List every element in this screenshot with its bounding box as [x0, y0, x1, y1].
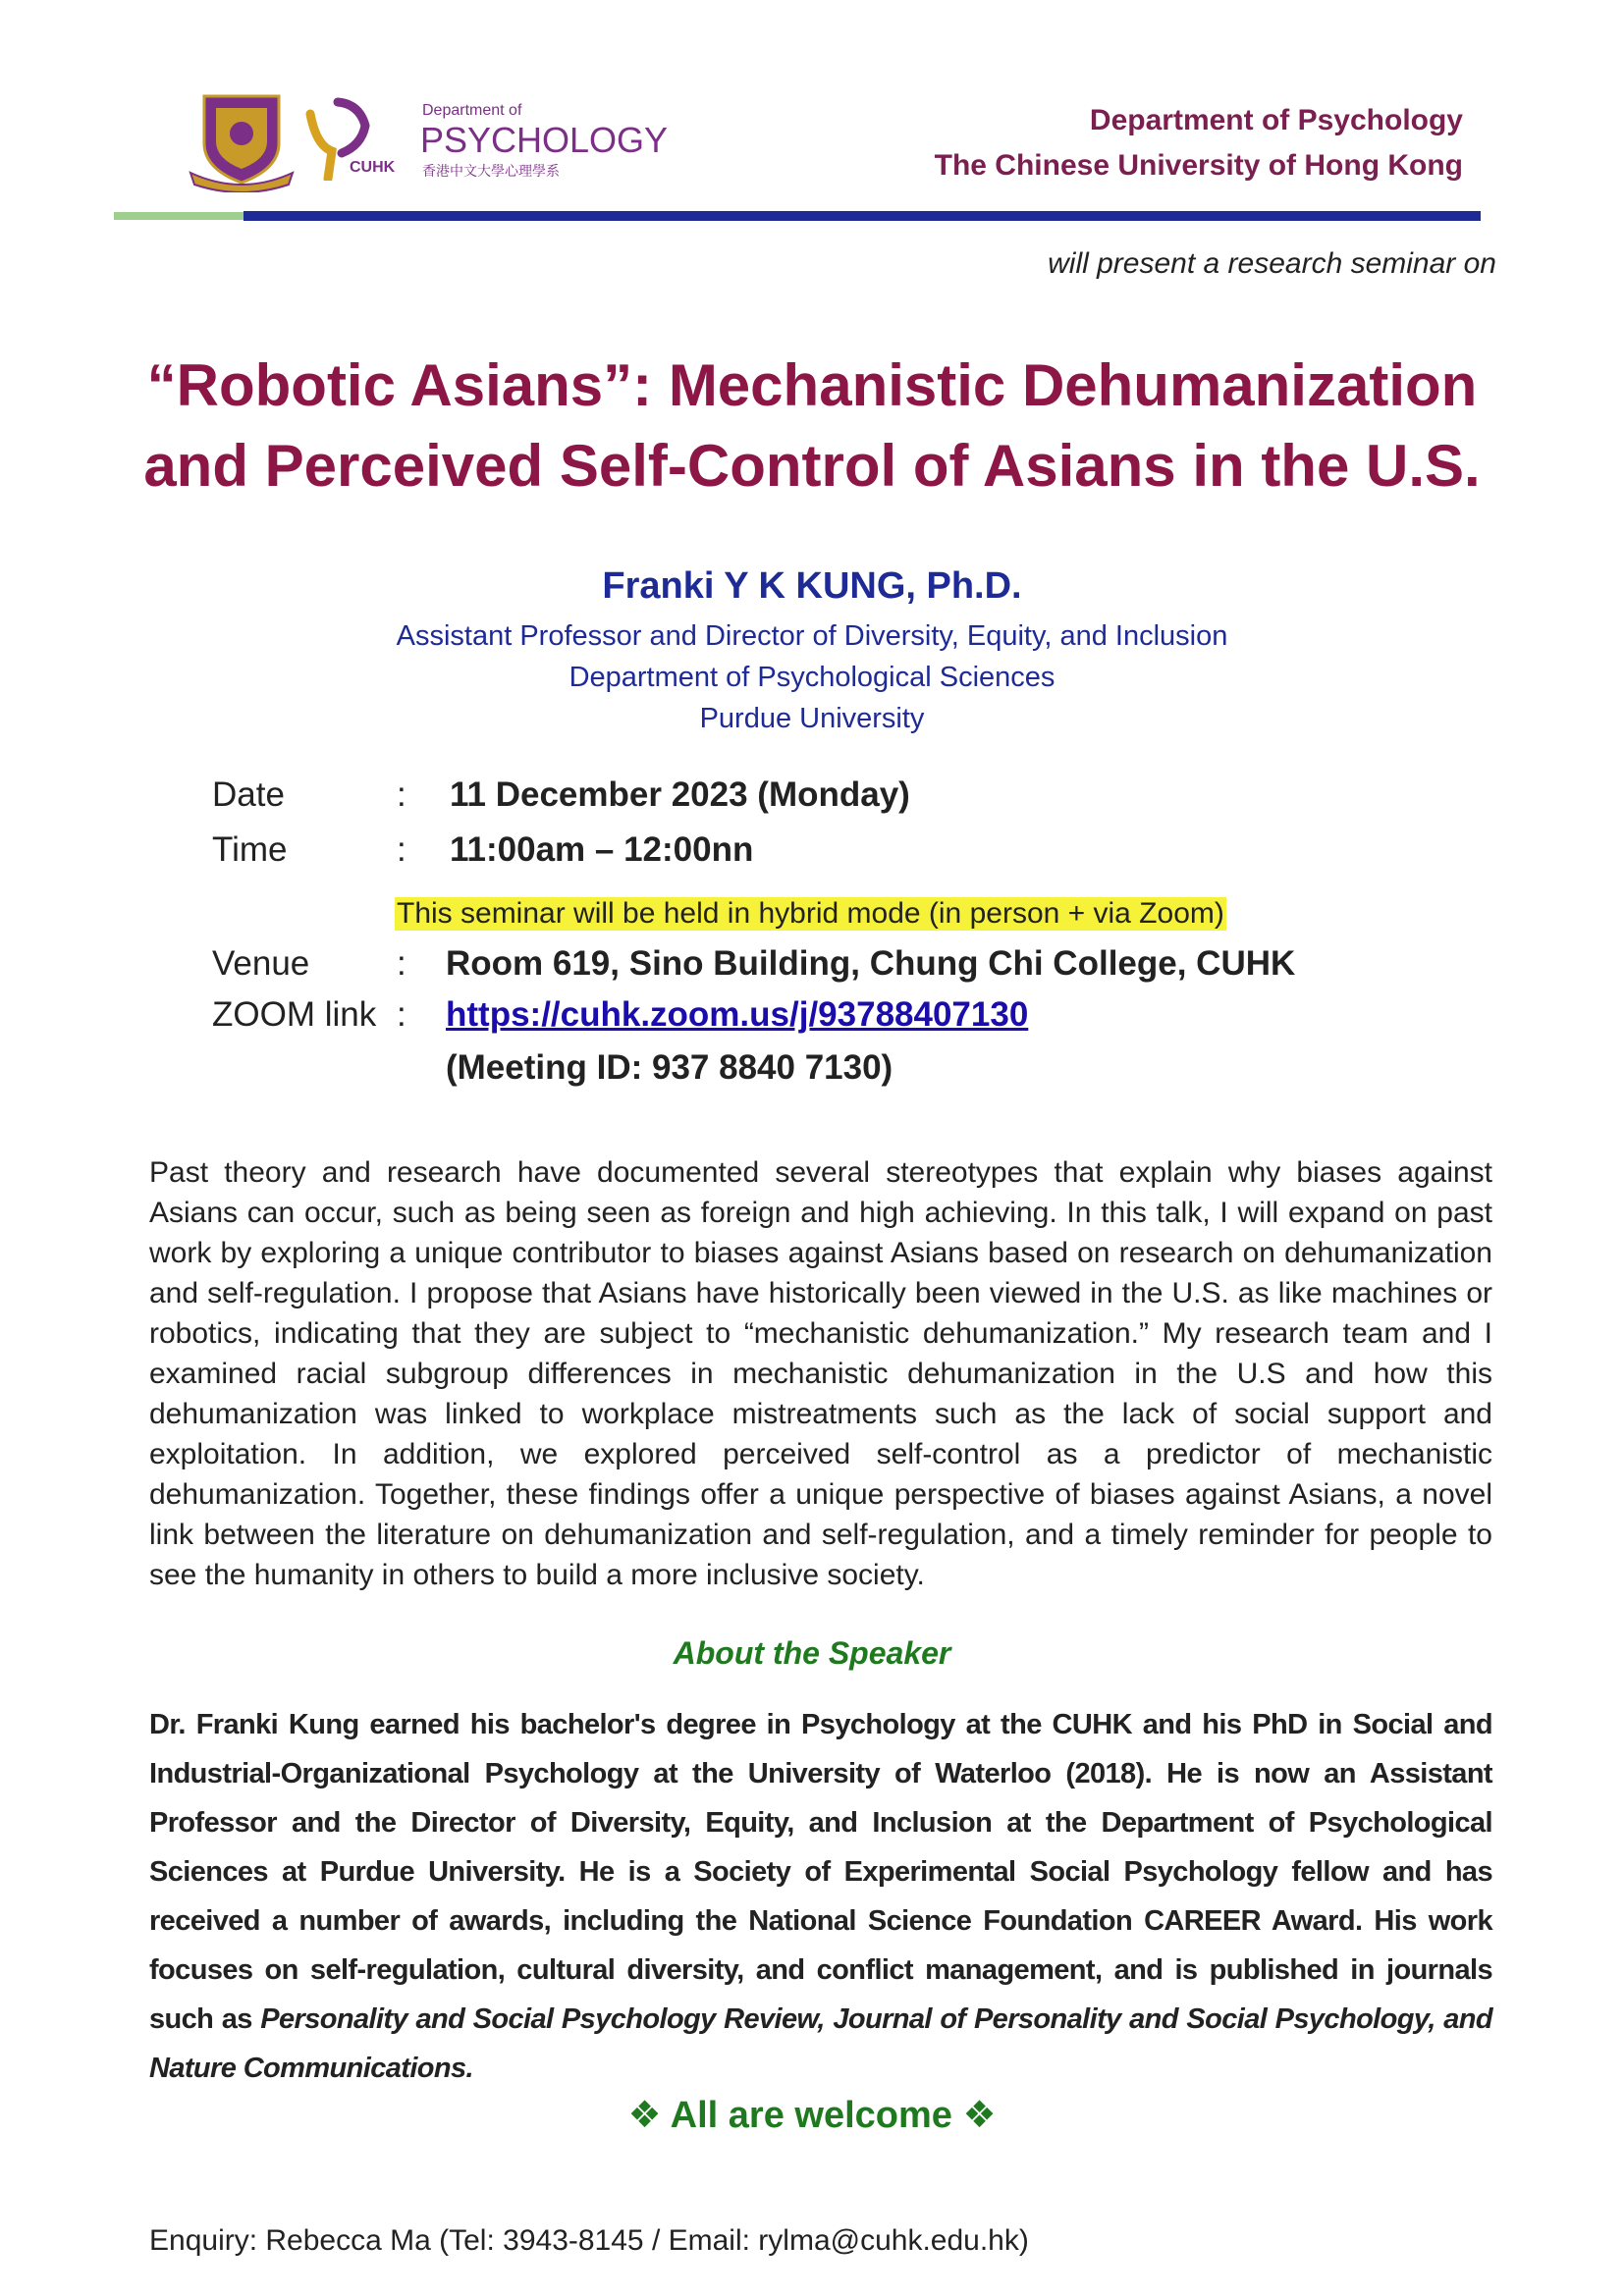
date-value: 11 December 2023 (Monday) — [450, 775, 910, 814]
title-line1: “Robotic Asians”: Mechanistic Dehumanization — [146, 352, 1478, 418]
header-rule-blue — [244, 211, 1481, 221]
header-rule-green — [114, 212, 244, 220]
intro-text: will present a research seminar on — [1048, 247, 1496, 280]
bio-journals: Personality and Social Psychology Review, Journal of Personality and Social Psychology, and Nature Communications. — [149, 2003, 1492, 2084]
zoom-colon: : — [397, 995, 406, 1034]
about-speaker-heading: About the Speaker — [673, 1635, 951, 1671]
hybrid-note: This seminar will be held in hybrid mode (in person + via Zoom) — [397, 897, 1224, 930]
date-colon: : — [397, 775, 406, 814]
zoom-label: ZOOM link — [212, 995, 377, 1034]
seminar-title — [98, 346, 1526, 507]
dept-line1: Department of Psychology — [1089, 104, 1463, 136]
logo-chinese-text: 香港中文大學心理學系 — [422, 164, 560, 180]
welcome-text: ❖ All are welcome ❖ — [627, 2095, 997, 2136]
time-value: 11:00am – 12:00nn — [450, 830, 754, 869]
bio-text: Dr. Franki Kung earned his bachelor's degree in Psychology at the CUHK and his PhD in Social and Industrial-Organizational Psychology at the University of Waterloo (2018). He is now an Assistant Professor and the Director of Diversity, Equity, and Inclusion at the Department of Psychological Sciences at Purdue University. He is a Society of Experimental Social Psychology fellow and has received a number of awards, including the National Science Foundation CAREER Award. His work focuses on self-regulation, cultural diversity, and conflict management, and is published in journals such as — [149, 1709, 1492, 2035]
venue-value: Room 619, Sino Building, Chung Chi College, CUHK — [446, 944, 1296, 983]
logo-cuhk-text: CUHK — [350, 159, 396, 176]
zoom-link[interactable]: https://cuhk.zoom.us/j/93788407130 — [446, 995, 1029, 1034]
enquiry-text: Enquiry: Rebecca Ma (Tel: 3943-8145 / Email: rylma@cuhk.edu.hk) — [149, 2224, 1029, 2257]
time-label: Time — [212, 830, 288, 869]
speaker-department: Department of Psychological Sciences — [568, 662, 1056, 693]
date-label: Date — [212, 775, 285, 814]
time-colon: : — [397, 830, 406, 869]
venue-label: Venue — [212, 944, 310, 983]
logo-dept-small: Department of — [422, 102, 522, 119]
logo-dept-big: PSYCHOLOGY — [420, 120, 669, 160]
title-line2: and Perceived Self-Control of Asians in the U.S. — [143, 433, 1481, 499]
speaker-name: Franki Y K KUNG, Ph.D. — [602, 565, 1022, 607]
speaker-bio — [149, 1700, 1492, 2093]
dept-line2: The Chinese University of Hong Kong — [934, 149, 1463, 182]
meeting-id: (Meeting ID: 937 8840 7130) — [446, 1048, 893, 1087]
speaker-position: Assistant Professor and Director of Diversity, Equity, and Inclusion — [396, 620, 1228, 652]
department-heading — [935, 98, 1463, 188]
cuhk-crest-logo — [187, 90, 297, 192]
abstract-paragraph: Past theory and research have documented several stereotypes that explain why biases against Asians can occur, such as being seen as foreign and high achieving. In this talk, I will expand on past work by exploring a unique contributor to biases against Asians based on research on dehumanization and self-regulation. I propose that Asians have historically been viewed in the U.S. as like machines or robotics, indicating that they are subject to “mechanistic dehumanization.” My research team and I examined racial subgroup differences in mechanistic dehumanization in the U.S and how this dehumanization was linked to workplace mistreatments such as the lack of social support and exploitation. In addition, we explored perceived self-control as a predictor of mechanistic dehumanization. Together, these findings offer a unique perspective of biases against Asians, a novel link between the literature on dehumanization and self-regulation, and a timely reminder for people to see the humanity in others to build a more inclusive society. — [149, 1156, 1492, 1591]
psychology-department-logo — [302, 96, 669, 185]
venue-colon: : — [397, 944, 406, 983]
speaker-university: Purdue University — [699, 703, 925, 734]
